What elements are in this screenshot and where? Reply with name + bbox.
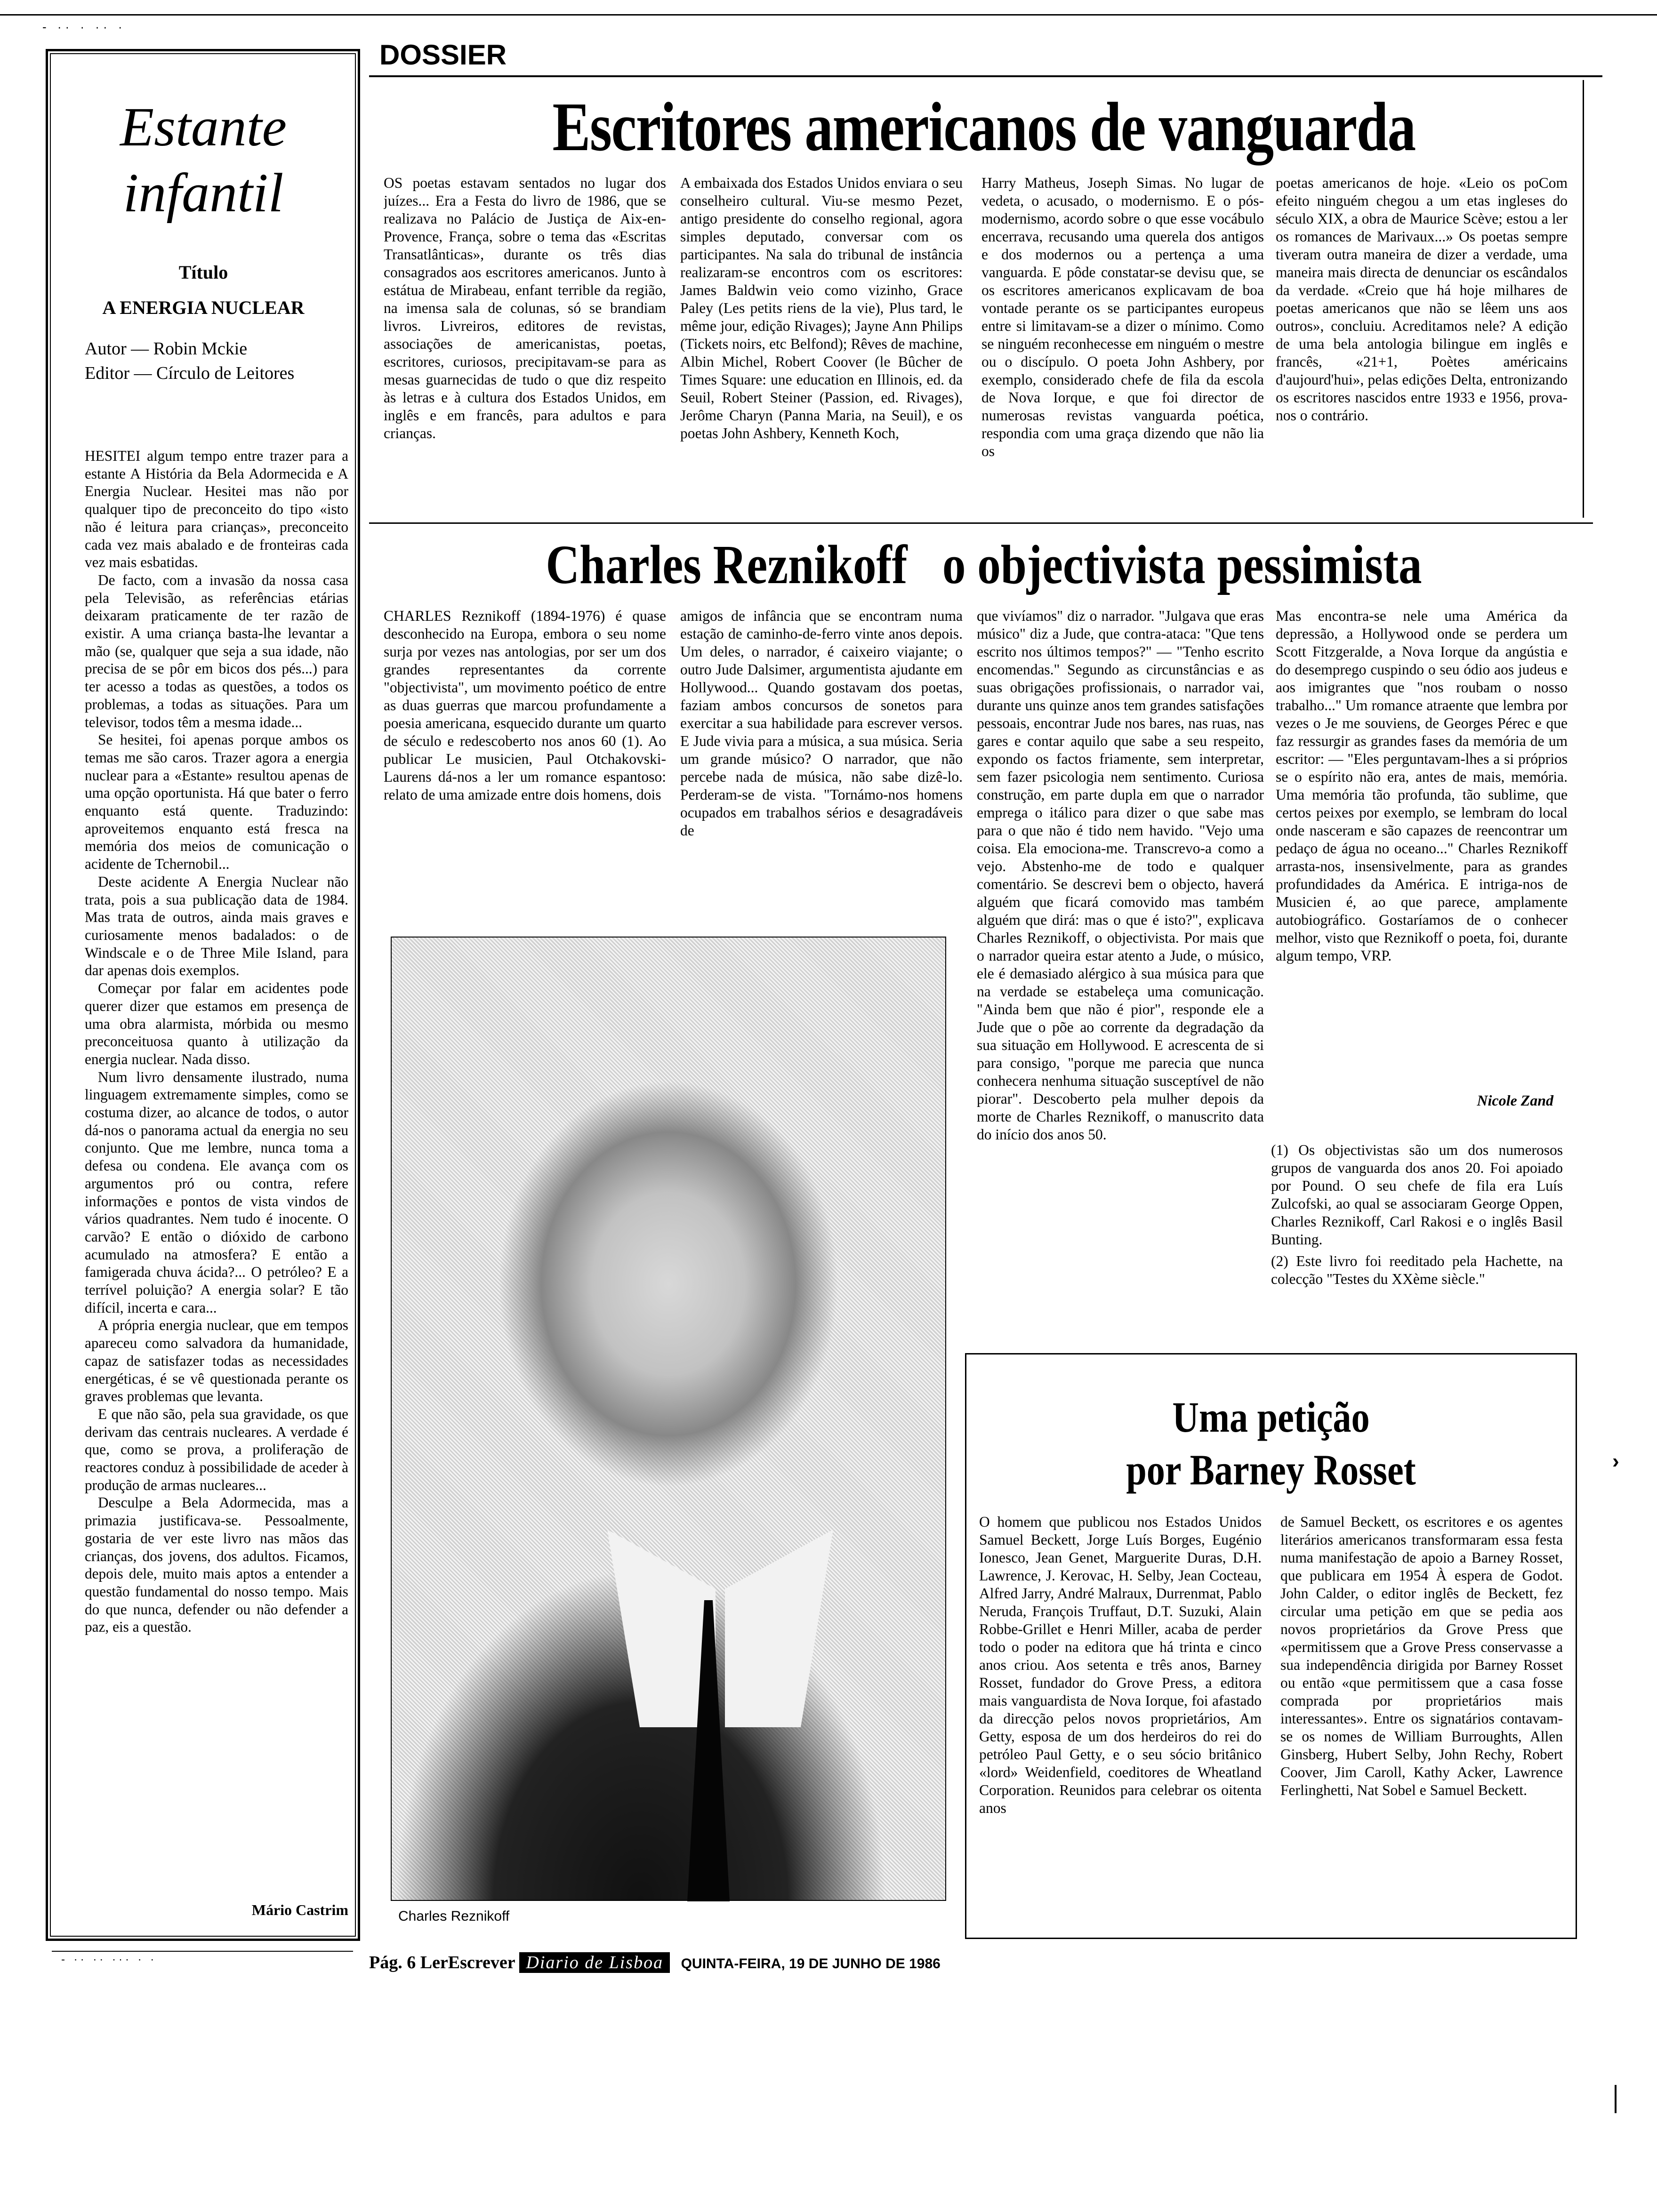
article2-column-2 <box>680 607 963 899</box>
footer-left-marks: - ·· ·· ··· · · <box>61 1953 157 1966</box>
article1-headline: Escritores americanos de vanguarda <box>552 88 1416 166</box>
book-title: A ENERGIA NUCLEAR <box>102 297 305 318</box>
article1-right-rule <box>1583 80 1584 518</box>
article2-headline <box>470 532 1498 598</box>
sidebar-signature: Mário Castrim <box>251 1901 348 1918</box>
author-line: Autor — Robin Mckie <box>85 339 248 359</box>
article1-column-2 <box>680 174 963 513</box>
article3-paragraph: de Samuel Beckett, os escritores e os agentes literários americanos transformaram essa festa numa manifestação de apoio a Barney Rosset, que publicara em 1954 À espera de Godot. John Calder, o editor inglês de Beckett, fez circular uma petição em que se pedia aos novos proprietários da Grove Press que «permitissem que a Grove Press conservasse a sua independência dirigida por Barney Rosset ou então «que permitissem que a casa fosse comprada por proprietários mais interessantes». Entre os signatários contavam-se os nomes de William Burroughts, Allen Ginsberg, Hubert Selby, John Rechy, Robert Coover, Jim Caroll, Kathy Acker, Lawrence Ferlinghetti, Nat Sobel e Samuel Beckett. <box>1280 1514 1563 1798</box>
article1-paragraph: OS poetas estavam sentados no lugar dos juízes... Era a Festa do livro de 1986, que se realizava no Palácio de Justiça de Aix-en-Provence, França, sobre o tema das «Escritas Transatlânticas», durante os três dias consagrados aos escritores americanos. Junto à estátua de Mirabeau, enfant terrible da região, na imensa sala de colunas, só se brandiam livros. Livreiros, editores de revistas, associações de americanistas, poetas, escritores, curiosos, precipitavam-se para as mesas guarnecidas de tudo o que diz respeito às letras e à cultura dos Estados Unidos, em inglês e em francês, para adultos e para crianças. <box>384 175 666 441</box>
sidebar-paragraph: Deste acidente A Energia Nuclear não trata, pois a sua publicação data de 1984. Mas trata de outros, ainda mais graves e curiosamente menos badalados: o de Windscale e o de Three Mile Island, para dar apenas dois exemplos. <box>85 873 348 979</box>
margin-mark: › <box>1612 1450 1619 1473</box>
article2-paragraph: CHARLES Reznikoff (1894-1976) é quase desconhecido na Europa, embora o seu nome surja por vezes nas antologias, por ser um dos grandes representantes da corrente "objectivista", um movimento poético de entre as duas guerras que marcou profundamente a poesia americana, esquecido durante um quarto de século e redescoberto nos anos 60 (1). Ao publicar Le musicien, Paul Otchakovski-Laurens dá-nos a ler um romance espantoso: relato de uma amizade entre dois homens, dois <box>384 608 666 803</box>
book-credits <box>85 337 294 385</box>
sidebar-title <box>52 94 355 226</box>
article1-paragraph: poetas americanos de hoje. «Leio os poCom efeito ninguém chegou a um etas ingleses do século XIX, a obra de Maurice Scève; estou a ler os romances de Marivaux...» Os poetas sempre tiveram outra maneira de dizer a verdade, uma maneira mais directa de denunciar os escândalos da verdade. «Creio que há hoje milhares de poetas americanos que não se lêem uns aos outros», concluiu. Acreditamos nele? A edição de uma bela antologia bilingue em inglês e francês, «21+1, Poètes américains d'aujourd'hui», pelas edições Delta, entronizando os escritores nascidos entre 1933 e 1956, prova-nos o contrário. <box>1276 175 1568 424</box>
article1-bottom-rule <box>369 522 1593 524</box>
top-rule <box>0 14 1657 16</box>
article2-column-3 <box>977 607 1264 1351</box>
article1-column-3 <box>981 174 1264 513</box>
article3-paragraph: O homem que publicou nos Estados Unidos Samuel Beckett, Jorge Luís Borges, Eugénio Ionesco, Jean Genet, Marguerite Duras, D.H. Lawrence, J. Kerovac, H. Selby, Jean Cocteau, Alfred Jarry, André Malraux, Durrenmat, Pablo Neruda, François Truffaut, D.T. Suzuki, Alain Robbe-Grillet e Henri Miller, acaba de perder todo o poder na editora que há trinta e cinco anos criou. Aos setenta e três anos, Barney Rosset, fundador do Grove Press, a editora mais vanguardista de Nova Iorque, foi afastado da direcção pelos novos proprietários, Am Getty, esposa de um dos herdeiros do rei do petróleo Paul Getty, e o seu sócio britânico «lord» Weidenfield, coeditores de Wheatland Corporation. Reunidos para celebrar os oitenta anos <box>979 1514 1262 1816</box>
footer-page-number: Pág. 6 <box>369 1953 416 1972</box>
footer-section: LerEscrever <box>420 1953 515 1972</box>
article2-headline-rest: o objectivista pessimista <box>942 534 1422 595</box>
article1-paragraph: A embaixada dos Estados Unidos enviara o seu conselheiro cultural. Viu-se mesmo Pezet, antigo presidente do conselho regional, agora simples deputado, conversar com os participantes. Na sala do tribunal de instância realizaram-se encontros com os escritores: James Baldwin veio como vizinho, Grace Paley (Les petits riens de la vie), Plus tard, le même jour, edição Rivages); Jayne Ann Philips (Tickets noirs, etc Belfond); Rêves de machine, Albin Michel, Robert Coover (le Bûcher de Times Square: une education en Illinois, ed. da Seuil, Robert Steiner (Passion, ed. Rivages), Jerôme Charyn (Panna Maria, na Seuil), e os poetas John Ashbery, Kenneth Koch, <box>680 175 963 441</box>
sidebar-paragraph: Desculpe a Bela Adormecida, mas a primazia justificava-se. Pessoalmente, gostaria de ver este livro nas mãos das crianças, dos jovens, dos adultos. Ficamos, depois dele, muito mais aptos a entender a questão fundamental do nosso tempo. Mais do que nunca, defender ou não defender a paz, eis a questão. <box>85 1494 348 1635</box>
article2-signature: Nicole Zand <box>1477 1092 1553 1109</box>
footer-left-rule <box>52 1951 353 1952</box>
photo-caption: Charles Reznikoff <box>398 1908 510 1924</box>
article1-column-1 <box>384 174 666 513</box>
article3-headline <box>1011 1391 1531 1496</box>
article2-notes <box>1271 1141 1563 1288</box>
article2-paragraph: Mas encontra-se nele uma América da depressão, a Hollywood onde se perdera um Scott Fitzgeralde, a Nova Iorque da angústia e do desemprego cuspindo o seu ódio aos judeus e aos imigrantes que "nos roubam o nosso trabalho..." Um romance atraente que lembra por vezes o Je me souviens, de Georges Pérec e que faz ressurgir as grandes fases da memória de um escritor: — "Eles perguntavam-lhes a si próprios se o espírito não era, antes de mais, memória. Uma memória tão profunda, tão sublime, que certos peixes por exemplo, se lembram do local onde nasceram e são capazes de reencontrar um pedaço de água no oceano..." Charles Reznikoff arrasta-nos, insensivelmente, para as grandes profundidades da América. E intriga-nos de Musicien é, ao que parece, amplamente autobiográfico. Gostaríamos de o conhecer melhor, visto que Reznikoff o poeta, foi, durante algum tempo, VRP. <box>1276 608 1568 964</box>
sidebar-paragraph: A própria energia nuclear, que em tempos apareceu como salvadora da humanidade, capaz de satisfazer todas as necessidades energéticas, é se vê questionada perante os graves problemas que levanta. <box>85 1317 348 1405</box>
article2-column-4 <box>1276 607 1568 1092</box>
article3-headline-line2: por Barney Rosset <box>1126 1446 1416 1494</box>
article3-column-1 <box>979 1513 1262 1927</box>
sidebar-paragraph: Num livro densamente ilustrado, numa linguagem extremamente simples, como se costuma dizer, ao alcance de todos, o autor dá-nos o panorama actual da energia no seu conjunto. Que me lembre, nunca toma a defesa ou condena. Ele avança com os argumentos pró ou contra, refere informações e pontos de vista vindos de vários quadrantes. Nem tudo é inocente. O carvão? E então o dióxido de carbono acumulado na atmosfera? E então a famigerada chuva ácida?... O petróleo? E a terrível poluição? A energia solar? E tão difícil, incerta e cara... <box>85 1068 348 1316</box>
sidebar-paragraph: Começar por falar em acidentes pode querer dizer que estamos em presença de uma obra alarmista, mórbida ou mesmo preconceituosa quanto à utilização da energia nuclear. Nada disso. <box>85 980 348 1067</box>
top-registration-marks: - ·· · ·· · <box>42 20 126 34</box>
article1-column-4 <box>1276 174 1568 513</box>
article2-note: (1) Os objectivistas são um dos numerosos grupos de vanguarda dos anos 20. Foi apoiado por Pound. O seu chefe de fila era Luís Zulcofski, ao qual se associaram George Oppen, Charles Reznikoff, Carl Rakosi e o inglês Basil Bunting. <box>1271 1142 1563 1248</box>
sidebar-title-line1: Estante <box>120 96 287 158</box>
book-label: Título <box>178 262 228 283</box>
footer-masthead: Diario de Lisboa <box>519 1952 670 1973</box>
article2-column-1 <box>384 607 666 899</box>
sidebar-paragraph: HESITEI algum tempo entre trazer para a estante A História da Bela Adormecida e A Energia Nuclear. Hesitei mas não por qualquer tipo de preconceito do tipo «isto não é leitura para crianças», preconceito cada vez mais abalado e de fronteiras cada vez mais esbatidas. <box>85 448 348 571</box>
section-rule <box>369 75 1602 77</box>
footer-bar <box>369 1952 941 1973</box>
sidebar-paragraph: E que não são, pela sua gravidade, os que derivam das centrais nucleares. A verdade é que, como se prova, a proliferação de reactores conduz à possibilidade de aceder à produção de armas nucleares... <box>85 1405 348 1493</box>
article2-paragraph: que vivíamos" diz o narrador. "Julgava que eras músico" diz a Jude, que contra-ataca: "Que tens escrito nos últimos tempos?" — "Tenho escrito encomendas." Segundo as circunstâncias e as suas obrigações profissionais, o narrador vai, durante uns quinze anos tem grandes satisfações pessoais, encontrar Jude nos bares, nas ruas, nas gares e contar aquilo que sabe a seu respeito, expondo os factos friamente, sem interpretar, sem fazer psicologia nem sentimento. Curiosa construção, em parte dupla em que o narrador emprega o itálico para dizer o que sabe mas para o que não é tido nem havido. "Vejo uma coisa. Ela emociona-me. Transcrevo-a como a vejo. Abstenho-me de todo e qualquer comentário. Se descrevi bem o objecto, haverá alguém que ficará comovido mas também alguém que dirá: mas o que é isto?", explicava Charles Reznikoff, o objectivista. Por mais que o narrador queira estar atento a Jude, o músico, ele é demasiado alérgico à sua música para que na verdade se estabeleça uma comunicação. "Ainda bem que não é pior", responde ele a Jude que o põe ao corrente da degradação da sua situação em Hollywood. E acrescenta de si para consigo, "porque me parecia que nunca conhecera nenhuma situação susceptível de não piorar". Descoberto pela mulher depois da morte de Charles Reznikoff, o manuscrito data do início dos anos 50. <box>977 608 1264 1143</box>
sidebar-paragraph: De facto, com a invasão da nossa casa pela Televisão, as referências etárias deixaram praticamente de ter razão de existir. A uma criança basta-lhe levantar a mão (se, qualquer que seja a sua idade, não precisa de se pôr em bicos dos pés...) para ter acesso a todas as questões, a todos os problemas, a todas as situações. Para um televisor, todos têm a mesma idade... <box>85 571 348 730</box>
article3-column-2 <box>1280 1513 1563 1927</box>
article2-paragraph: amigos de infância que se encontram numa estação de caminho-de-ferro vinte anos depois. Um deles, o narrador, é caixeiro viajante; o outro Jude Dalsimer, argumentista ajudante em Hollywood... Quando gostavam dos poetas, faziam ambos concursos de sonetos para exercitar a sua habilidade para escrever versos. E Jude vivia para a música, a sua música. Seria um grande músico? O narrador, que não percebe nada de música, não sabe dizê-lo. Perderam-se de vista. "Tornámo-nos homens ocupados em trabalhos sérios e desagradáveis de <box>680 608 963 839</box>
article2-headline-name: Charles Reznikoff <box>546 534 908 595</box>
footer-date: QUINTA-FEIRA, 19 DE JUNHO DE 1986 <box>681 1956 941 1972</box>
sidebar-title-line2: infantil <box>123 162 284 224</box>
article2-note: (2) Este livro foi reeditado pela Hachette, na colecção "Testes du XXème siècle." <box>1271 1253 1563 1287</box>
reznikoff-photo <box>391 937 946 1901</box>
article1-paragraph: Harry Matheus, Joseph Simas. No lugar de vedeta, o acusado, o modernismo. E o pós-modernismo, acordo sobre o que esse vocábulo encerrava, recusando uma querela dos antigos e dos modernos ou a pertença a uma vanguarda. E pôde constatar-se devisu que, se os escritores americanos explicavam de boa vontade perante os se participantes europeus entre si limitavam-se a dizer o mínimo. Como se ninguém reconhecesse em ninguém o mestre ou o discípulo. O poeta John Ashbery, por exemplo, considerado chefe de fila da escola de Nova Iorque, e que foi director de numerosas revistas vanguarda poética, respondia com uma graça dizendo que não lia os <box>981 175 1264 459</box>
sidebar-review-body <box>85 447 348 1868</box>
section-label: DOSSIER <box>379 39 507 71</box>
margin-mark-bar <box>1615 2085 1617 2113</box>
sidebar-paragraph: Se hesitei, foi apenas porque ambos os temas me são caros. Trazer agora a energia nuclear para a «Estante» resultou apenas de uma opção oportunista. Há que bater o ferro enquanto está quente. Traduzindo: aproveitemos enquanto está fresca na memória dos meios de comunicação o acidente de Tchernobil... <box>85 731 348 873</box>
editor-line: Editor — Círculo de Leitores <box>85 363 295 383</box>
article3-headline-line1: Uma petição <box>1172 1393 1370 1441</box>
